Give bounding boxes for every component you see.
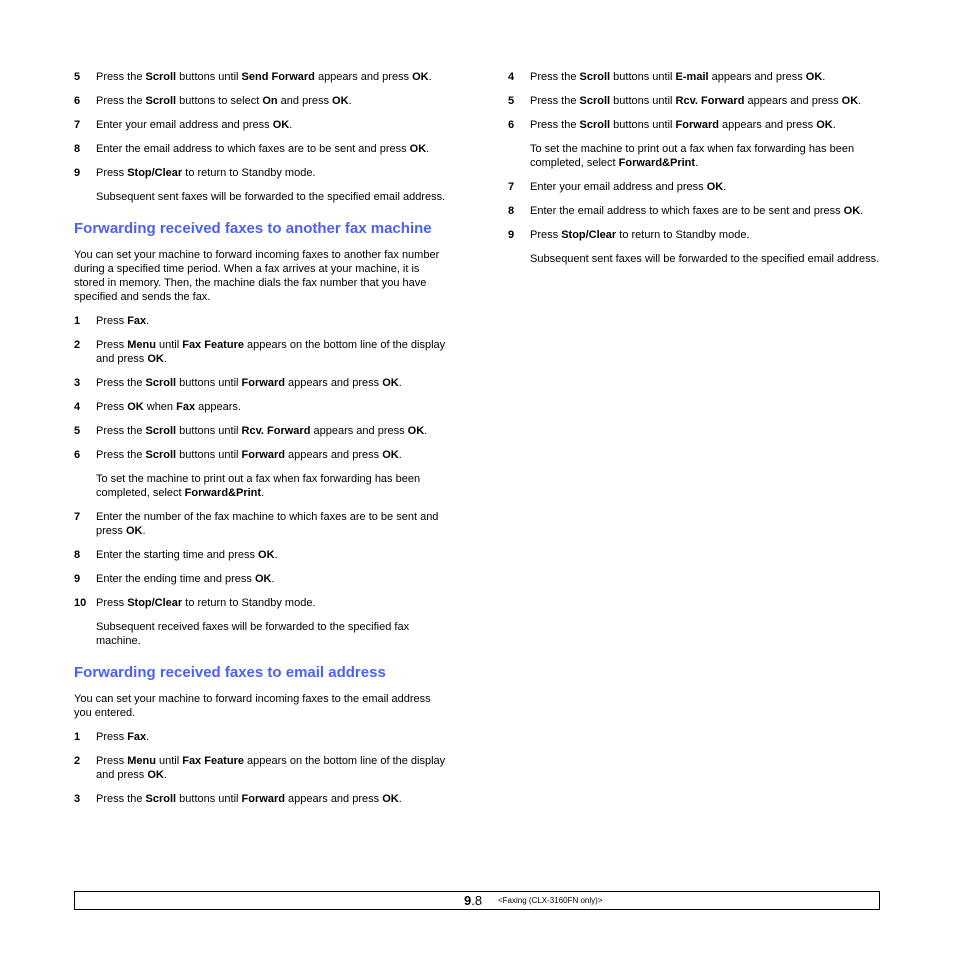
bold-term: OK: [147, 353, 164, 365]
step-text: [96, 511, 438, 537]
text-run: buttons until: [610, 119, 676, 131]
bold-term: Rcv. Forward: [241, 425, 311, 437]
step-text: [96, 143, 429, 155]
text-run: To set the machine to print out a fax when fax forwarding has been completed, select: [530, 143, 855, 169]
text-run: buttons until: [610, 95, 676, 107]
text-run: .: [723, 181, 727, 193]
step-text: [96, 119, 292, 131]
text-run: .: [398, 449, 402, 461]
step-item: [74, 572, 446, 586]
step-item: [74, 94, 446, 108]
step-number: 2: [74, 755, 81, 767]
section-intro: You can set your machine to forward incoming faxes to another fax number during a specified time period. When a fax arrives at your machine, it is stored in memory. Then, the machine dials the fax number that you have specified and sends the fax.: [74, 249, 440, 303]
step-text: [530, 119, 836, 131]
step-number: 9: [74, 573, 81, 585]
text-run: to return to Standby mode.: [182, 167, 316, 179]
step-item: [74, 314, 446, 328]
bold-term: OK: [272, 119, 290, 131]
text-run: Enter the email address to which faxes are to be sent and press: [530, 205, 844, 217]
text-run: .: [271, 573, 275, 585]
step-text: [96, 793, 402, 805]
text-run: .: [146, 315, 150, 327]
text-run: buttons until: [176, 449, 242, 461]
step-list: [74, 510, 446, 610]
step-number: 1: [74, 731, 81, 743]
text-run: appears and press: [744, 95, 842, 107]
bold-term: Menu: [127, 755, 156, 767]
step-list: [74, 730, 446, 806]
text-run: Enter the email address to which faxes are to be sent and press: [96, 143, 410, 155]
bold-term: OK: [127, 401, 144, 413]
text-run: Press the: [96, 377, 146, 389]
text-run: Press the: [530, 71, 580, 83]
text-run: Press the: [96, 793, 146, 805]
note-paragraph: Subsequent received faxes will be forwarded to the specified fax machine.: [96, 621, 410, 647]
bold-term: Forward: [241, 449, 285, 461]
step-text: [96, 95, 352, 107]
bold-term: OK: [258, 549, 275, 561]
step-number: 8: [74, 549, 81, 561]
text-run: until: [155, 339, 183, 351]
step-number: 8: [508, 205, 515, 217]
text-run: buttons to select: [176, 95, 263, 107]
text-run: appears.: [195, 401, 241, 413]
text-run: Press: [96, 755, 128, 767]
page-footer: [74, 891, 880, 910]
bold-term: Scroll: [145, 449, 177, 461]
text-run: buttons until: [176, 425, 242, 437]
step-item: [74, 792, 446, 806]
text-run: appears and press: [718, 119, 817, 131]
text-run: buttons until: [610, 71, 676, 83]
step-text: [530, 181, 726, 193]
bold-term: Forward: [241, 793, 285, 805]
text-run: buttons until: [176, 377, 242, 389]
step-number: 7: [508, 181, 515, 193]
text-run: buttons until: [176, 71, 242, 83]
text-run: Press: [96, 731, 128, 743]
bold-term: Fax: [176, 401, 196, 413]
text-run: Press: [96, 339, 128, 351]
step-text: [96, 755, 445, 781]
bold-term: OK: [816, 119, 833, 131]
note-paragraph: Subsequent sent faxes will be forwarded to the specified email address.: [96, 191, 446, 203]
step-text: [530, 95, 861, 107]
step-text: [530, 205, 863, 217]
step-number: 9: [508, 229, 515, 241]
step-item: [74, 730, 446, 744]
text-run: and press: [277, 95, 333, 107]
text-run: Press: [96, 315, 128, 327]
text-run: Enter the ending time and press: [96, 573, 255, 585]
note-paragraph: Subsequent sent faxes will be forwarded to the specified email address.: [530, 253, 880, 265]
text-run: .: [398, 793, 402, 805]
bold-term: On: [262, 95, 278, 107]
step-text: [96, 315, 149, 327]
bold-term: Fax Feature: [182, 755, 244, 767]
step-item: [74, 70, 446, 84]
text-run: Press the: [96, 449, 146, 461]
text-run: appears and press: [708, 71, 806, 83]
step-number: 5: [74, 425, 81, 437]
text-run: .: [163, 769, 167, 781]
text-run: Press the: [96, 95, 146, 107]
bold-term: Forward&Print: [184, 487, 262, 499]
bold-term: OK: [843, 205, 861, 217]
text-run: .: [822, 71, 826, 83]
step-text: [96, 549, 278, 561]
text-run: .: [274, 549, 278, 561]
text-run: Enter the starting time and press: [96, 549, 259, 561]
bold-term: Scroll: [145, 793, 177, 805]
text-run: Press: [96, 401, 128, 413]
page-index: .8: [471, 893, 483, 908]
bold-term: OK: [407, 425, 425, 437]
text-run: .: [398, 377, 402, 389]
bold-term: Scroll: [145, 377, 177, 389]
right-column: [508, 70, 880, 276]
bold-term: Stop/Clear: [127, 167, 183, 179]
text-run: appears and press: [284, 449, 383, 461]
text-run: Press: [96, 597, 128, 609]
text-run: appears and press: [284, 793, 383, 805]
text-run: To set the machine to print out a fax when fax forwarding has been completed, select: [96, 473, 421, 499]
step-item: [74, 596, 446, 610]
bold-term: OK: [382, 449, 399, 461]
bold-term: Forward: [241, 377, 285, 389]
bold-term: Stop/Clear: [127, 597, 183, 609]
section-heading-fax-forward: Forwarding received faxes to another fax machine: [74, 220, 432, 237]
bold-term: OK: [841, 95, 859, 107]
bold-term: OK: [805, 71, 823, 83]
chapter-number: 9: [464, 893, 472, 908]
step-number: 6: [508, 119, 515, 131]
step-number: 6: [74, 449, 81, 461]
step-number: 4: [74, 401, 81, 413]
text-run: .: [858, 95, 862, 107]
text-run: .: [289, 119, 293, 131]
bold-term: Forward: [675, 119, 719, 131]
bold-term: OK: [409, 143, 427, 155]
text-run: .: [146, 731, 150, 743]
bold-term: OK: [332, 95, 349, 107]
bold-term: Stop/Clear: [561, 229, 617, 241]
step-item: [74, 548, 446, 562]
bold-term: Forward&Print: [618, 157, 696, 169]
step-number: 10: [74, 597, 87, 609]
text-run: Press: [530, 229, 562, 241]
text-run: .: [424, 425, 428, 437]
bold-term: Fax: [127, 315, 147, 327]
bold-term: OK: [706, 181, 724, 193]
text-run: buttons until: [176, 793, 242, 805]
text-run: Press the: [96, 71, 146, 83]
page-number: [464, 893, 482, 908]
step-text: [530, 71, 825, 83]
step-number: 9: [74, 167, 81, 179]
left-column: [74, 70, 446, 816]
step-list: [74, 314, 446, 462]
bold-term: OK: [254, 573, 272, 585]
section-intro: You can set your machine to forward incoming faxes to the email address you entered.: [74, 693, 431, 719]
text-run: appears and press: [314, 71, 413, 83]
text-run: until: [155, 755, 183, 767]
step-text: [530, 229, 750, 241]
step-item: [74, 376, 446, 390]
footer-note: <Faxing (CLX-3160FN only)>: [498, 896, 603, 905]
text-run: Press the: [96, 425, 146, 437]
bold-term: OK: [382, 377, 399, 389]
bold-term: Fax Feature: [182, 339, 244, 351]
note-paragraph: [74, 472, 446, 500]
step-list: [74, 70, 446, 180]
step-list: [508, 180, 880, 242]
bold-term: OK: [412, 71, 429, 83]
step-item: [74, 400, 446, 414]
text-run: appears on the bottom line of the display and press: [96, 755, 446, 781]
text-run: .: [261, 487, 265, 499]
bold-term: OK: [125, 525, 143, 537]
step-number: 8: [74, 143, 81, 155]
step-text: [96, 731, 149, 743]
step-text: [96, 167, 316, 179]
step-number: 1: [74, 315, 81, 327]
step-number: 5: [508, 95, 515, 107]
text-run: .: [695, 157, 699, 169]
step-item: [508, 118, 880, 132]
bold-term: Rcv. Forward: [675, 95, 745, 107]
bold-term: Scroll: [145, 425, 177, 437]
text-run: Press the: [530, 119, 580, 131]
step-item: [74, 510, 446, 538]
text-run: Press the: [530, 95, 580, 107]
text-run: to return to Standby mode.: [616, 229, 750, 241]
text-run: .: [163, 353, 167, 365]
text-run: appears on the bottom line of the display and press: [96, 339, 446, 365]
step-text: [96, 339, 445, 365]
text-run: to return to Standby mode.: [182, 597, 316, 609]
text-run: .: [832, 119, 836, 131]
step-text: [96, 71, 432, 83]
bold-term: Send Forward: [241, 71, 315, 83]
step-number: 7: [74, 511, 81, 523]
step-number: 7: [74, 119, 81, 131]
text-run: Enter your email address and press: [96, 119, 273, 131]
step-item: [74, 166, 446, 180]
step-item: [508, 204, 880, 218]
text-run: when: [143, 401, 177, 413]
step-item: [74, 424, 446, 438]
text-run: .: [142, 525, 146, 537]
bold-term: Menu: [127, 339, 156, 351]
step-item: [74, 448, 446, 462]
bold-term: Scroll: [145, 95, 177, 107]
step-text: [96, 377, 402, 389]
text-run: appears and press: [310, 425, 408, 437]
bold-term: Scroll: [145, 71, 177, 83]
bold-term: E-mail: [675, 71, 709, 83]
step-item: [508, 70, 880, 84]
step-item: [508, 228, 880, 242]
step-item: [74, 118, 446, 132]
bold-term: Scroll: [579, 95, 611, 107]
step-item: [508, 180, 880, 194]
text-run: .: [348, 95, 352, 107]
step-item: [74, 754, 446, 782]
step-text: [96, 449, 402, 461]
step-list: [508, 70, 880, 132]
step-number: 4: [508, 71, 515, 83]
step-item: [74, 142, 446, 156]
step-number: 6: [74, 95, 81, 107]
bold-term: Fax: [127, 731, 147, 743]
bold-term: OK: [382, 793, 399, 805]
step-number: 2: [74, 339, 81, 351]
step-number: 3: [74, 793, 81, 805]
section-heading-email-forward: Forwarding received faxes to email address: [74, 664, 386, 681]
step-item: [74, 338, 446, 366]
bold-term: Scroll: [579, 119, 611, 131]
step-text: [96, 401, 241, 413]
step-text: [96, 425, 427, 437]
text-run: .: [860, 205, 864, 217]
step-number: 3: [74, 377, 81, 389]
text-run: Enter your email address and press: [530, 181, 707, 193]
text-run: .: [426, 143, 430, 155]
text-run: .: [428, 71, 432, 83]
text-run: appears and press: [284, 377, 383, 389]
bold-term: Scroll: [579, 71, 611, 83]
step-number: 5: [74, 71, 81, 83]
bold-term: OK: [147, 769, 164, 781]
text-run: Enter the number of the fax machine to which faxes are to be sent and press: [96, 511, 439, 537]
step-item: [508, 94, 880, 108]
text-run: Press: [96, 167, 128, 179]
step-text: [96, 573, 275, 585]
note-paragraph: [508, 142, 880, 170]
step-text: [96, 597, 316, 609]
